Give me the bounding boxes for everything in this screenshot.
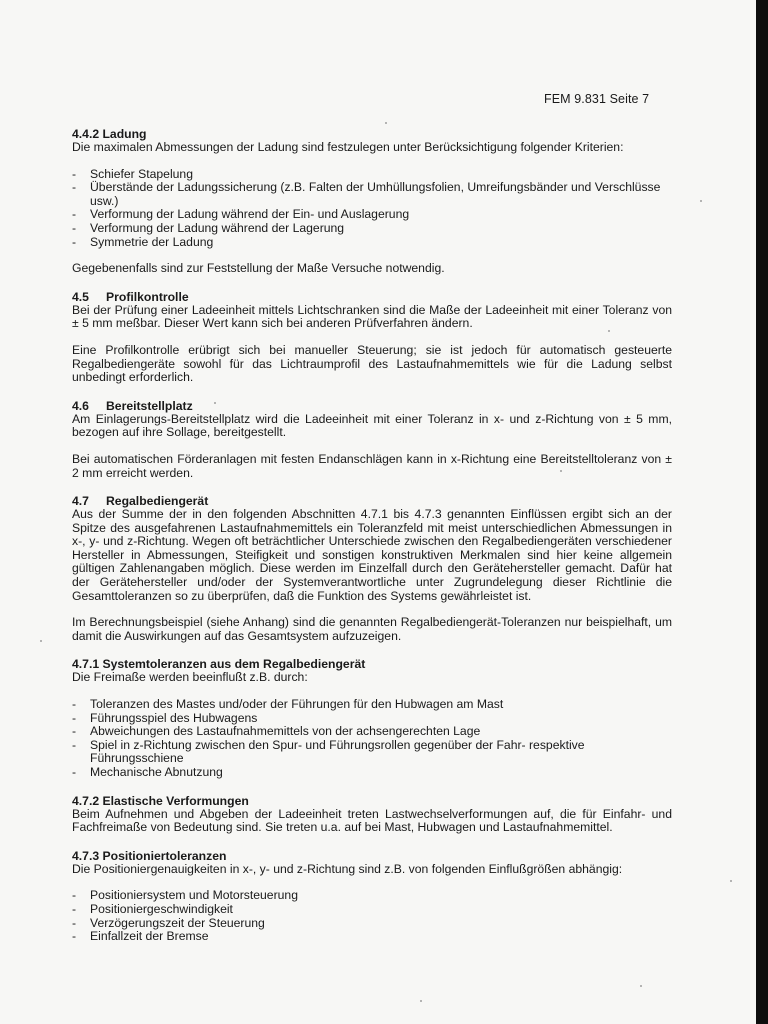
scan-speck [385, 122, 387, 124]
section-4-7-1 [72, 657, 672, 779]
scan-speck [730, 880, 732, 882]
section-intro: Die Freimaße werden beeinflußt z.B. durch: [72, 670, 308, 685]
paragraph: Aus der Summe der in den folgenden Abschnitten 4.7.1 bis 4.7.3 genannten Einflüssen ergibt sich an der Spitze des ausgefahrenen Lastaufnahmemittels ein Toleranzfeld mit meist unterschiedlichen Abmessungen in x-, y- und z-Richtung. Wegen oft beträchtlicher Unterschiede zwischen den Regalbediengeräten verschiedener Hersteller in Abmessungen, Steifigkeit und sonstigen konstruktiven Merkmalen sind hier keine allgemein gültigen Zahlenangaben möglich. Diese werden im Einzelfall durch den Gerätehersteller gemacht. Dafür hat der Gerätehersteller und/oder der Systemverantwortliche unter Zugrundelegung dieser Richtlinie die Gesamttoleranzen so zu überprüfen, daß die Funktion des Systems gewährleistet ist. [72, 507, 672, 603]
scan-speck [640, 985, 642, 987]
section-intro: Die maximalen Abmessungen der Ladung sind festzulegen unter Berücksichtigung folgender Kriterien: [72, 140, 624, 154]
list-item: - Positioniersystem und Motorsteuerung [72, 889, 672, 903]
scan-speck [420, 1000, 422, 1002]
section-4-7-3 [72, 849, 672, 944]
paragraph: Bei automatischen Förderanlagen mit festen Endanschlägen kann in x-Richtung eine Bereitstelltoleranz von ± 2 mm erreicht werden. [72, 451, 672, 480]
list-item: - Führungsspiel des Hubwagens [72, 712, 672, 726]
section-heading: 4.4.2 Ladung [72, 127, 147, 141]
list-item: - Verformung der Ladung während der Lagerung [72, 222, 672, 236]
list-item: - Symmetrie der Ladung [72, 236, 672, 250]
list-item: - Spiel in z-Richtung zwischen den Spur- und Führungsrollen gegenüber der Fahr- respektive Führungsschiene [72, 739, 672, 766]
list-item: - Verzögerungszeit der Steuerung [72, 917, 672, 931]
scan-speck [40, 640, 42, 642]
criteria-list [72, 168, 672, 250]
section-heading [72, 494, 672, 508]
influence-list [72, 698, 672, 780]
section-outro: Gegebenenfalls sind zur Feststellung der Maße Versuche notwendig. [72, 261, 445, 276]
list-item: - Überstände der Ladungssicherung (z.B. Falten der Umhüllungsfolien, Umreifungsbänder und Verschlüsse usw.) [72, 181, 672, 208]
list-item: - Toleranzen des Mastes und/oder der Führungen für den Hubwagen am Mast [72, 698, 672, 712]
section-title: Regalbediengerät [106, 494, 209, 509]
paragraph: Bei der Prüfung einer Ladeeinheit mittels Lichtschranken sind die Maße der Ladeeinheit mit einer Toleranz von ± 5 mm meßbar. Dieser Wert kann sich bei anderen Prüfverfahren ändern. [72, 302, 672, 331]
document-reference: FEM 9.831 Seite 7 [544, 92, 650, 106]
section-4-4-2 [72, 127, 672, 276]
list-item: - Schiefer Stapelung [72, 168, 672, 182]
section-4-7-2 [72, 794, 672, 835]
list-item: - Mechanische Abnutzung [72, 766, 672, 780]
scan-edge-border [756, 0, 768, 1024]
positioning-factors-list [72, 889, 672, 943]
section-number: 4.5 [72, 289, 89, 304]
paragraph: Im Berechnungsbeispiel (siehe Anhang) sind die genannten Regalbediengerät-Toleranzen nur beispielhaft, um damit die Auswirkungen auf das Gesamtsystem aufzuzeigen. [72, 615, 672, 643]
list-item: - Verformung der Ladung während der Ein- und Auslagerung [72, 208, 672, 222]
section-title: Bereitstellplatz [106, 398, 193, 413]
list-item: - Abweichungen des Lastaufnahmemittels von der achsengerechten Lage [72, 725, 672, 739]
section-number: 4.6 [72, 398, 89, 413]
section-heading: 4.7.1 Systemtoleranzen aus dem Regalbediengerät [72, 657, 366, 672]
paragraph: Beim Aufnehmen und Abgeben der Ladeeinheit treten Lastwechselverformungen auf, die für Einfahr- und Fachfreimaße von Bedeutung sind. Sie treten u.a. auf bei Mast, Hubwagen und Lastaufnahmemittel. [72, 806, 672, 835]
section-4-5 [72, 290, 672, 385]
section-heading [72, 290, 672, 304]
section-number: 4.7 [72, 494, 89, 509]
list-item: - Positioniergeschwindigkeit [72, 903, 672, 917]
section-4-6 [72, 399, 672, 480]
section-4-7 [72, 494, 672, 643]
paragraph: Eine Profilkontrolle erübrigt sich bei manueller Steuerung; sie ist jedoch für automatisch gesteuerte Regalbediengeräte sowohl für das Lichtraumprofil des Lastaufnahmemittels wie für die Ladung selbst unbedingt erforderlich. [72, 342, 672, 385]
list-item: - Einfallzeit der Bremse [72, 930, 672, 944]
section-title: Profilkontrolle [106, 289, 189, 304]
scan-speck [700, 200, 702, 202]
section-heading: 4.7.3 Positioniertoleranzen [72, 848, 227, 863]
document-body [72, 127, 672, 944]
paragraph: Am Einlagerungs-Bereitstellplatz wird die Ladeeinheit mit einer Toleranz in x- und z-Richtung von ± 5 mm, bezogen auf ihre Sollage, bereitgestellt. [72, 411, 672, 440]
section-intro: Die Positioniergenauigkeiten in x-, y- und z-Richtung sind z.B. von folgenden Einflußgrößen abhängig: [72, 861, 623, 876]
section-heading: 4.7.2 Elastische Verformungen [72, 793, 249, 808]
section-heading [72, 399, 672, 413]
